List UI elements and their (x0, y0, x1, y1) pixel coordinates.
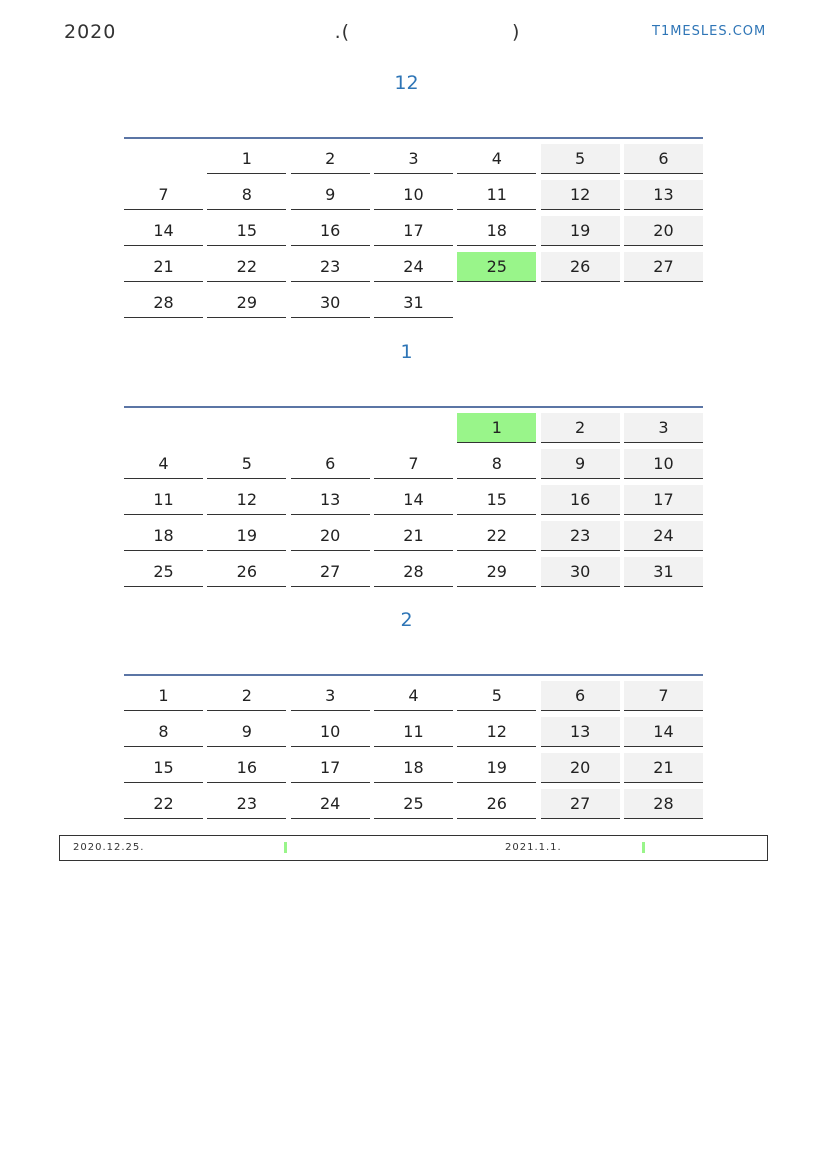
week-row (124, 283, 703, 319)
empty-cell (124, 144, 203, 174)
day-cell: 6 (624, 144, 703, 174)
day-cell: 22 (457, 521, 536, 551)
day-cell: 16 (291, 216, 370, 246)
day-cell: 2 (207, 681, 286, 711)
day-cell: 21 (124, 252, 203, 282)
day-cell: 2 (291, 144, 370, 174)
month-title-1: 1 (400, 341, 413, 363)
day-cell: 15 (207, 216, 286, 246)
day-cell: 28 (624, 789, 703, 819)
day-cell: 24 (291, 789, 370, 819)
day-cell: 1 (207, 144, 286, 174)
day-cell: 17 (624, 485, 703, 515)
day-cell: 22 (124, 789, 203, 819)
day-cell: 27 (541, 789, 620, 819)
day-cell: 13 (624, 180, 703, 210)
day-cell: 12 (207, 485, 286, 515)
page-title: 2020 .( ) (64, 21, 521, 43)
day-cell: 9 (291, 180, 370, 210)
day-cell: 25 (457, 252, 536, 282)
day-cell: 11 (457, 180, 536, 210)
day-cell: 7 (374, 449, 453, 479)
week-row (124, 712, 703, 748)
day-cell: 27 (291, 557, 370, 587)
day-cell: 14 (124, 216, 203, 246)
day-cell: 26 (207, 557, 286, 587)
empty-cell (541, 288, 620, 318)
day-cell: 24 (374, 252, 453, 282)
week-row (124, 516, 703, 552)
day-cell: 13 (541, 717, 620, 747)
legend-holiday-swatch (284, 842, 287, 853)
day-cell: 5 (457, 681, 536, 711)
month-title-2: 2 (400, 609, 413, 631)
day-cell: 8 (207, 180, 286, 210)
day-cell: 18 (124, 521, 203, 551)
day-cell: 25 (374, 789, 453, 819)
day-cell: 21 (374, 521, 453, 551)
day-cell: 16 (207, 753, 286, 783)
day-cell: 18 (457, 216, 536, 246)
day-cell: 10 (291, 717, 370, 747)
site-link[interactable]: T1MESLES.COM (652, 24, 767, 39)
day-cell: 24 (624, 521, 703, 551)
day-cell: 30 (541, 557, 620, 587)
day-cell: 16 (541, 485, 620, 515)
day-cell: 2 (541, 413, 620, 443)
day-cell: 15 (457, 485, 536, 515)
day-cell: 13 (291, 485, 370, 515)
day-cell: 10 (624, 449, 703, 479)
day-cell: 8 (457, 449, 536, 479)
day-cell: 6 (541, 681, 620, 711)
day-cell: 19 (457, 753, 536, 783)
calendar-month-2 (124, 674, 703, 820)
calendar-month-1 (124, 406, 703, 588)
day-cell: 20 (624, 216, 703, 246)
day-cell: 4 (124, 449, 203, 479)
day-cell: 14 (374, 485, 453, 515)
legend-date: 2021.1.1. (505, 842, 562, 853)
day-cell: 26 (457, 789, 536, 819)
empty-cell (124, 413, 203, 443)
day-cell: 23 (541, 521, 620, 551)
day-cell: 5 (207, 449, 286, 479)
empty-cell (457, 288, 536, 318)
calendar-month-0 (124, 137, 703, 319)
empty-cell (207, 413, 286, 443)
week-row (124, 552, 703, 588)
day-cell: 17 (291, 753, 370, 783)
day-cell: 20 (291, 521, 370, 551)
week-row (124, 784, 703, 820)
day-cell: 29 (207, 288, 286, 318)
day-cell: 18 (374, 753, 453, 783)
day-cell: 6 (291, 449, 370, 479)
day-cell: 14 (624, 717, 703, 747)
day-cell: 3 (291, 681, 370, 711)
day-cell: 25 (124, 557, 203, 587)
week-row (124, 748, 703, 784)
day-cell: 23 (207, 789, 286, 819)
day-cell: 1 (124, 681, 203, 711)
legend-holiday-swatch (642, 842, 645, 853)
day-cell: 29 (457, 557, 536, 587)
day-cell: 28 (374, 557, 453, 587)
day-cell: 3 (374, 144, 453, 174)
day-cell: 12 (541, 180, 620, 210)
day-cell: 17 (374, 216, 453, 246)
day-cell: 11 (374, 717, 453, 747)
day-cell: 3 (624, 413, 703, 443)
week-row (124, 676, 703, 712)
week-row (124, 480, 703, 516)
day-cell: 12 (457, 717, 536, 747)
empty-cell (291, 413, 370, 443)
day-cell: 11 (124, 485, 203, 515)
empty-cell (374, 413, 453, 443)
day-cell: 19 (541, 216, 620, 246)
day-cell: 15 (124, 753, 203, 783)
day-cell: 4 (374, 681, 453, 711)
day-cell: 28 (124, 288, 203, 318)
day-cell: 22 (207, 252, 286, 282)
day-cell: 31 (374, 288, 453, 318)
day-cell: 27 (624, 252, 703, 282)
day-cell: 21 (624, 753, 703, 783)
day-cell: 4 (457, 144, 536, 174)
legend-date: 2020.12.25. (73, 842, 145, 853)
week-row (124, 408, 703, 444)
day-cell: 30 (291, 288, 370, 318)
empty-cell (624, 288, 703, 318)
holiday-legend (59, 835, 768, 861)
day-cell: 20 (541, 753, 620, 783)
day-cell: 9 (207, 717, 286, 747)
day-cell: 7 (624, 681, 703, 711)
week-row (124, 175, 703, 211)
week-row (124, 139, 703, 175)
week-row (124, 211, 703, 247)
day-cell: 5 (541, 144, 620, 174)
day-cell: 1 (457, 413, 536, 443)
week-row (124, 444, 703, 480)
day-cell: 31 (624, 557, 703, 587)
day-cell: 19 (207, 521, 286, 551)
day-cell: 8 (124, 717, 203, 747)
day-cell: 7 (124, 180, 203, 210)
day-cell: 10 (374, 180, 453, 210)
day-cell: 26 (541, 252, 620, 282)
day-cell: 9 (541, 449, 620, 479)
week-row (124, 247, 703, 283)
day-cell: 23 (291, 252, 370, 282)
month-title-0: 12 (394, 72, 419, 94)
